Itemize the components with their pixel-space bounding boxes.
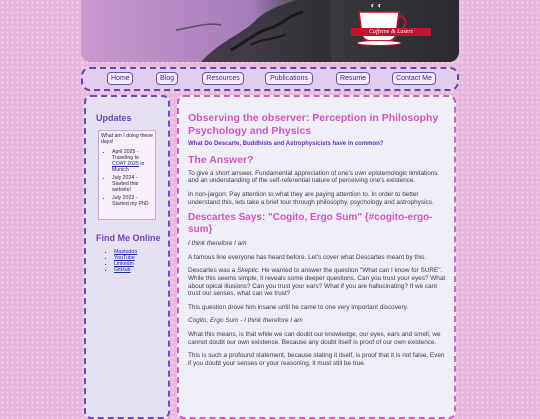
article-title: Observing the observer: Perception in Philosophy Psychology and Physics: [188, 112, 439, 137]
updates-box: [98, 130, 156, 220]
quote: Cogito, Ergo Sum - I think therefore I am: [188, 317, 303, 325]
update-item: • April 2025 - Traveling to COAT 2025 in Munich: [112, 149, 153, 174]
section-heading-answer: The Answer?: [188, 153, 254, 166]
article-subtitle: What Do Descarte, Buddhists and Astrophysicists have in common?: [188, 141, 384, 148]
social-links-list: [98, 249, 137, 273]
paragraph: In non-jargon: Pay attention to what they are paying attention to. In order to better understand this, lets take a brief tour through philosophy, psychology and astrophysics.: [188, 190, 434, 206]
nav-publications-button[interactable]: Publications: [265, 72, 313, 85]
article: [188, 112, 446, 373]
updates-heading: Updates: [96, 113, 132, 123]
paragraph: Descartes was a Skeptic. He wanted to answer the question "What can I know for SURE". While this seems simple, it reveals some deeper questions. Can you trust your eyes? What about opical illusions? Can you trust your ears? What if you are hallucinating? If we cant trust our senses, what can we trust?: [188, 267, 446, 298]
main-content: [177, 95, 456, 419]
updates-intro: What am I doing these days!: [101, 133, 153, 146]
list-item: [114, 267, 137, 273]
sidebar: [84, 95, 170, 419]
nav-home-button[interactable]: Home: [107, 72, 133, 85]
coat-2025-link[interactable]: COAT 2025: [112, 161, 139, 168]
youtube-link[interactable]: YouTube: [114, 255, 135, 261]
quote: I think therefore I am: [188, 240, 247, 248]
update-item: • July 2024 - Started this website!: [112, 175, 153, 194]
site-banner: [81, 0, 459, 62]
section-heading-descartes: Descartes Says: "Cogito, Ergo Sum" {#cogito-ergo-sum}: [188, 212, 433, 236]
updates-list: [101, 149, 153, 208]
site-logo-text: Caffeine & Lasers: [351, 28, 431, 36]
paragraph: A famous line everyone has heard before. Let's cover what Descartes meant by this.: [188, 253, 427, 261]
paragraph: What this means, is that while we can doubt our knowledge, our eyes, ears and smell, we cannot doubt our own existence. Because any doubt itself is proof of our own existence.: [188, 330, 441, 346]
update-item: • July 2023 - Started my PhD: [112, 195, 153, 208]
paragraph: This is such a profound statement, because stating it itself, is proof that it is not false. Even if you doubt your senses or your reasoning, it must still be true.: [188, 352, 445, 367]
nav-resume-button[interactable]: Resume: [336, 72, 370, 85]
find-me-heading: Find Me Online: [96, 233, 161, 243]
nav-blog-button[interactable]: Blog: [156, 72, 178, 85]
nav-contact-button[interactable]: Contact Me: [392, 72, 436, 85]
mastodon-link[interactable]: Mastodon: [114, 249, 138, 255]
coffee-cup-icon: [351, 4, 413, 46]
nav-resources-button[interactable]: Resources: [202, 72, 244, 85]
linkedin-link[interactable]: Linkedin: [114, 261, 134, 267]
paragraph: This question drove him insane until he came to one very important discovery.: [188, 303, 409, 311]
github-link[interactable]: GitHub: [114, 267, 131, 273]
top-navigation: [81, 67, 459, 91]
paragraph: To give a short answer. Fundamental appreciation of one's own epistemologic limitations and an understanding of the self-referential nature of perceiving one's existence.: [188, 169, 438, 185]
